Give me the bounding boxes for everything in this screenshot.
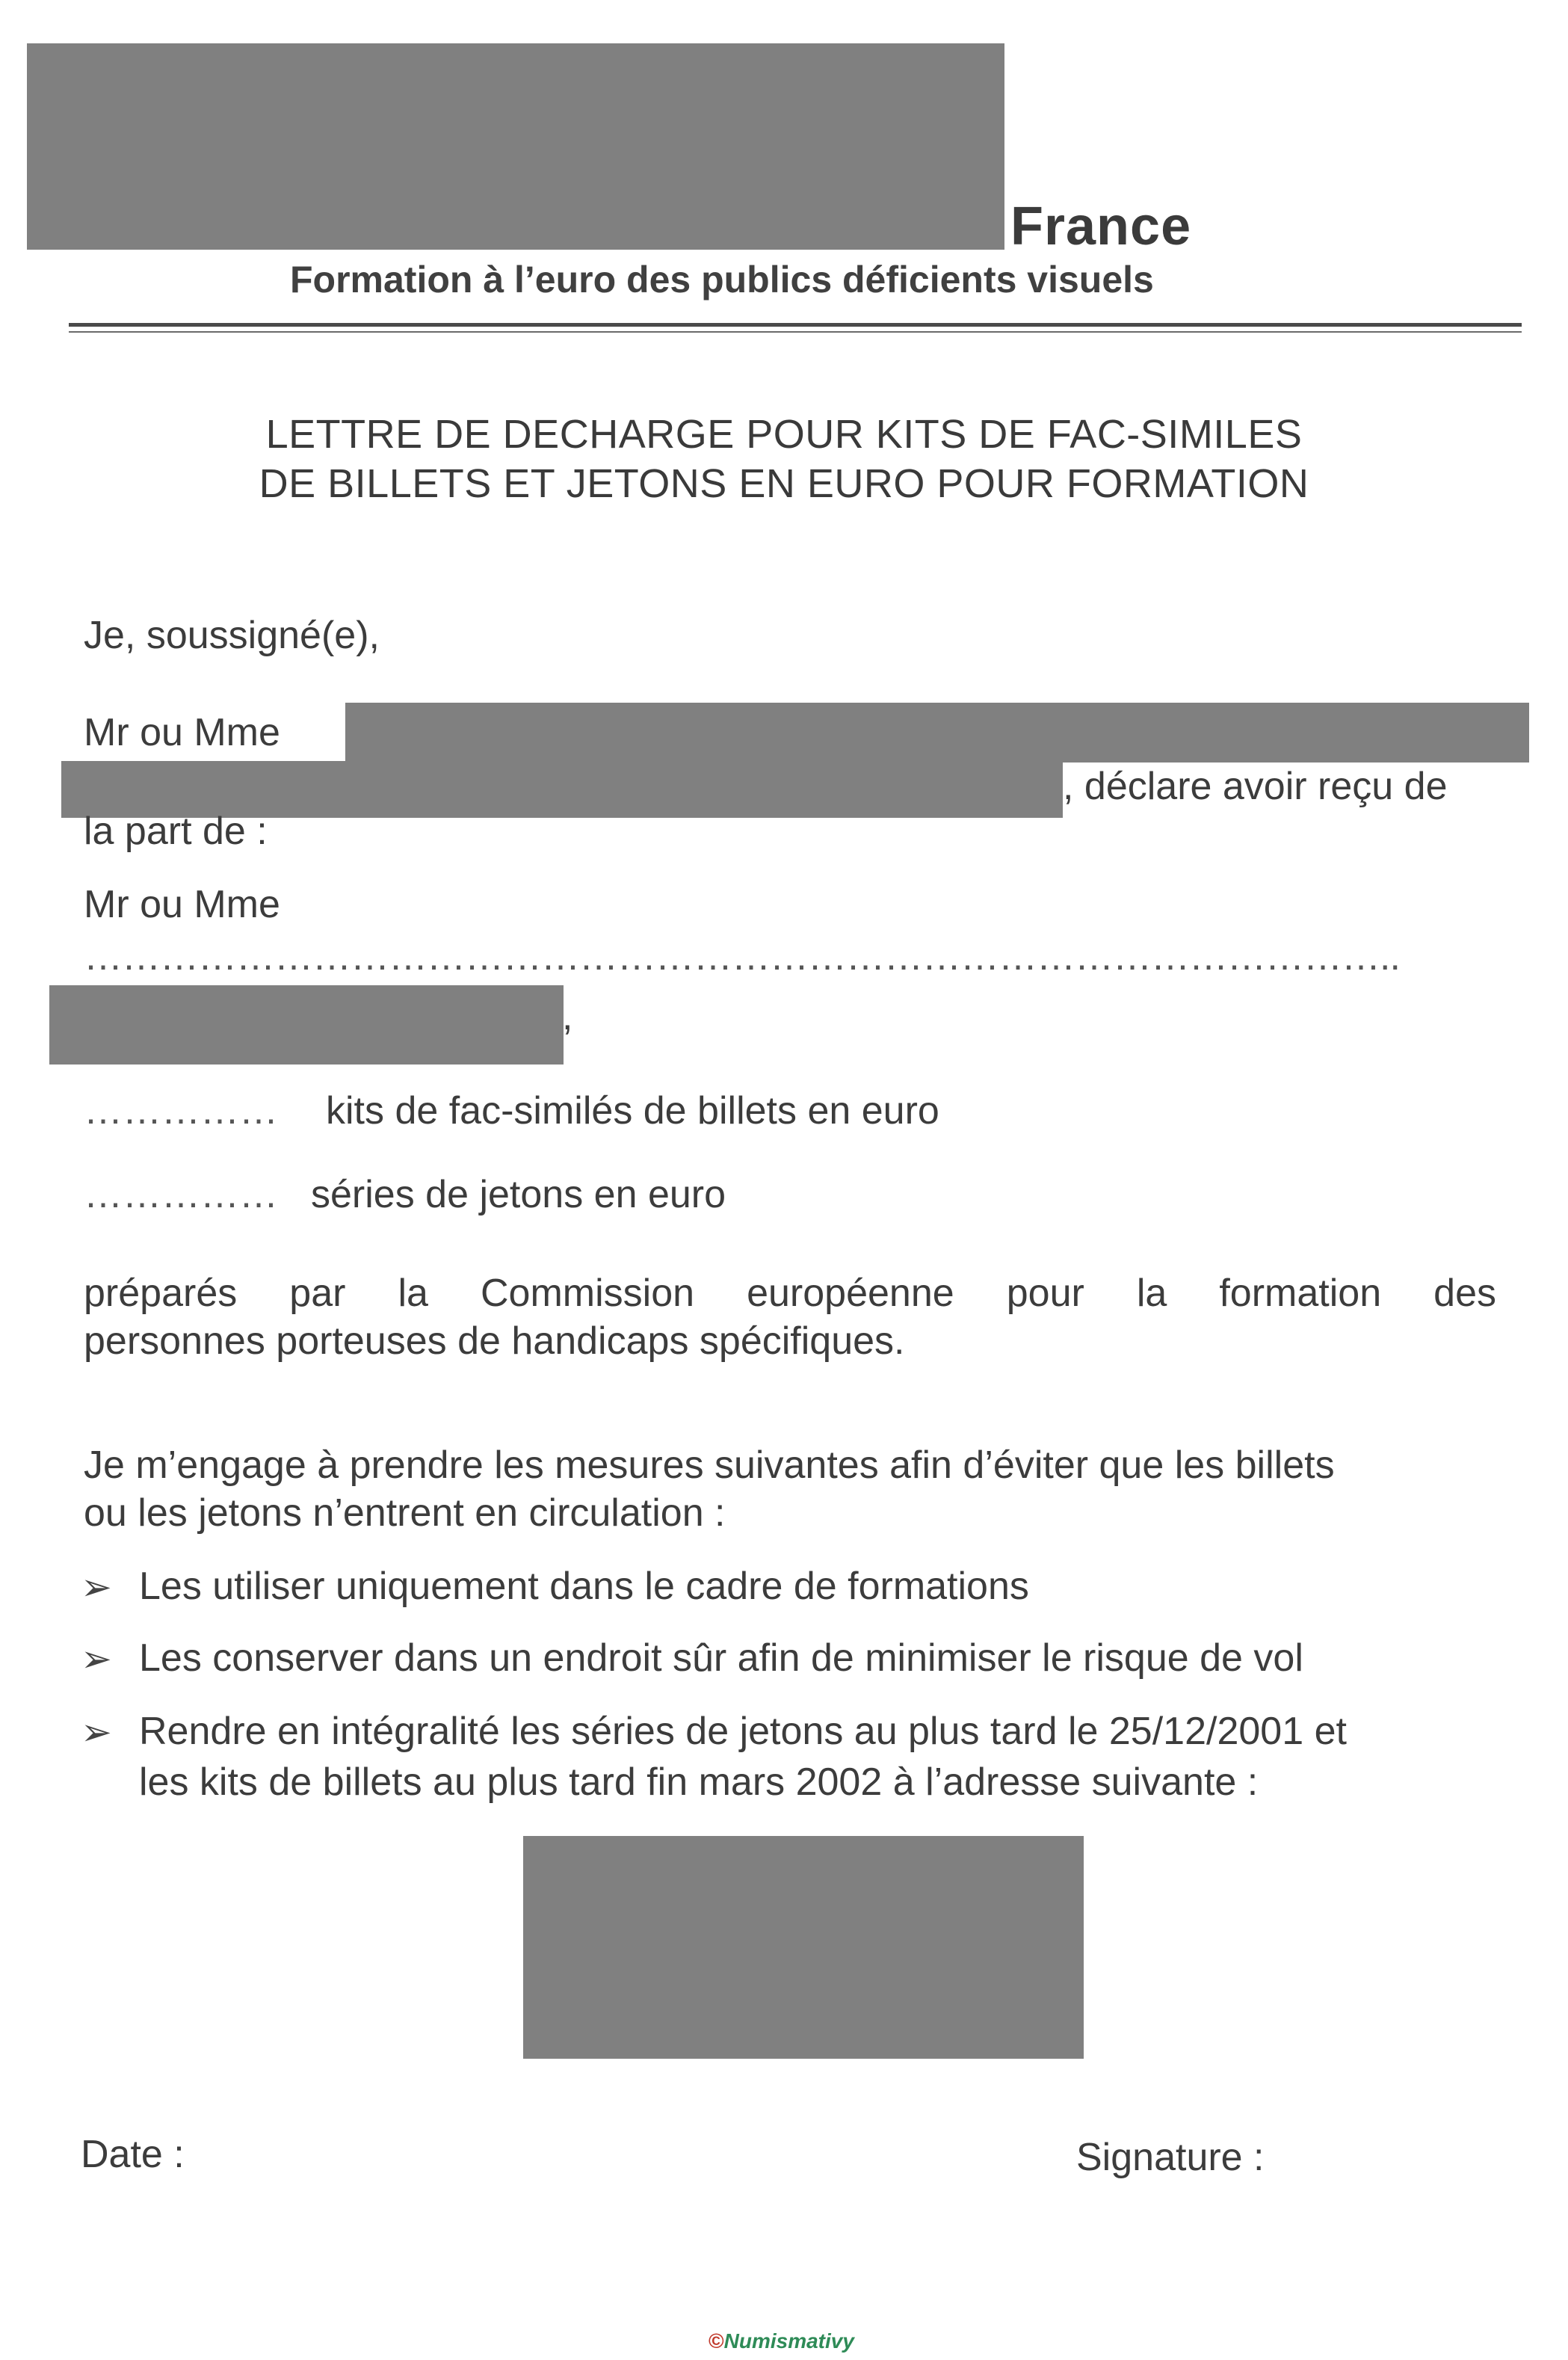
recipient-label: Mr ou Mme: [84, 711, 280, 754]
prepared-paragraph-line-1: préparés par la Commission européenne pour la formation des: [84, 1272, 1496, 1315]
declare-text: , déclare avoir reçu de: [1063, 765, 1448, 808]
signature-label: Signature :: [1076, 2136, 1265, 2179]
measure-item-3-line-1: Rendre en intégralité les séries de jetons au plus tard le 25/12/2001 et: [139, 1710, 1347, 1753]
measure-item-3-line-2: les kits de billets au plus tard fin mars 2002 à l’adresse suivante :: [139, 1760, 1259, 1804]
header-subtitle: Formation à l’euro des publics déficients visuels: [290, 259, 1154, 301]
redacted-organization-name: [27, 43, 1004, 250]
sender-comma: ,: [562, 995, 573, 1038]
arrow-bullet-icon: ➢: [81, 1711, 112, 1753]
document-title-line-1: LETTRE DE DECHARGE POUR KITS DE FAC-SIMILES: [265, 412, 1303, 457]
intro-text: Je, soussigné(e),: [84, 614, 380, 657]
measure-item-2: Les conserver dans un endroit sûr afin de minimiser le risque de vol: [139, 1636, 1303, 1680]
arrow-bullet-icon: ➢: [81, 1566, 112, 1608]
redacted-recipient-name: [345, 703, 1529, 762]
document-title-line-2: DE BILLETS ET JETONS EN EURO POUR FORMATION: [259, 461, 1309, 506]
series-quantity-dots: ……………: [84, 1173, 278, 1216]
prepared-paragraph-line-2: personnes porteuses de handicaps spécifiques.: [84, 1319, 905, 1363]
date-label: Date :: [81, 2133, 185, 2176]
commitment-paragraph-line-2: ou les jetons n’entrent en circulation :: [84, 1491, 726, 1535]
kits-label: kits de fac-similés de billets en euro: [326, 1089, 939, 1133]
from-text: la part de :: [84, 810, 268, 853]
series-label: séries de jetons en euro: [311, 1173, 726, 1216]
redacted-sender-details: [49, 985, 564, 1065]
sender-label: Mr ou Mme: [84, 883, 280, 926]
arrow-bullet-icon: ➢: [81, 1638, 112, 1680]
commitment-paragraph-line-1: Je m’engage à prendre les mesures suivantes afin d’éviter que les billets: [84, 1444, 1335, 1487]
copyright-symbol: ©: [709, 2329, 724, 2353]
sender-dotted-line: …………………………………………………………………………………………..: [84, 935, 1400, 979]
measure-item-1: Les utiliser uniquement dans le cadre de formations: [139, 1565, 1029, 1608]
header-rule-thick: [69, 323, 1522, 327]
watermark-text: Numismativy: [723, 2329, 854, 2353]
watermark: [709, 2329, 854, 2353]
header-rule-thin: [69, 331, 1522, 333]
redacted-return-address: [523, 1836, 1084, 2059]
header-country: France: [1010, 197, 1192, 256]
kits-quantity-dots: ……………: [84, 1089, 278, 1133]
